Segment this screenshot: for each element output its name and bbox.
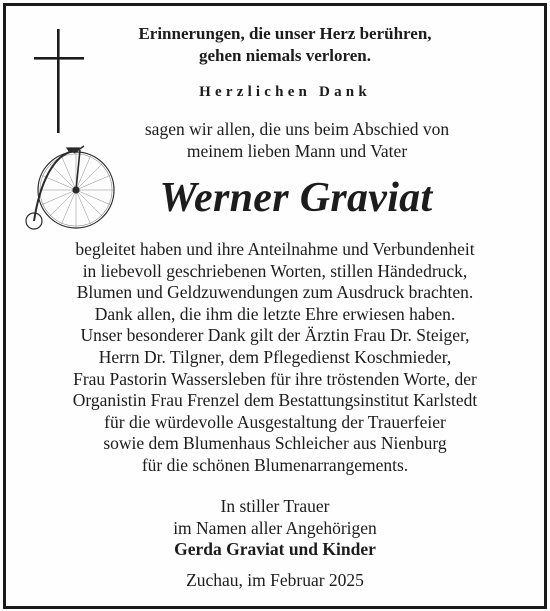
signature-block <box>6 496 544 561</box>
body-text <box>6 239 544 477</box>
motto <box>102 23 468 67</box>
body-line: für die schönen Blumenarrangements. <box>141 454 409 475</box>
body-line: begleitet haben und ihre Anteilnahme und Verbundenheit <box>75 239 475 259</box>
body-line: Herrn Dr. Tilgner, dem Pflegedienst Koschmieder, <box>98 346 452 367</box>
intro-line: sagen wir allen, die uns beim Abschied von <box>144 119 450 139</box>
deceased-name: Werner Graviat <box>159 175 433 221</box>
body-line: in liebevoll geschriebenen Worten, stillen Händedruck, <box>82 260 468 281</box>
motto-line: gehen niemals verloren. <box>198 46 372 65</box>
body-line: Blumen und Geldzuwendungen zum Ausdruck brachten. <box>76 282 474 303</box>
thanks-heading: Herzlichen Dank <box>199 84 371 100</box>
body-line: für die würdevolle Ausgestaltung der Trauerfeier <box>104 411 446 432</box>
body-line: sowie dem Blumenhaus Schleicher aus Nienburg <box>103 433 447 454</box>
family-name: Gerda Graviat und Kinder <box>174 539 376 559</box>
intro-line: meinem lieben Mann und Vater <box>186 141 408 161</box>
signature-line: In stiller Trauer <box>220 496 330 516</box>
body-line: Organistin Frau Frenzel dem Bestattungsinstitut Karlstedt <box>72 390 478 411</box>
body-line: Dank allen, die ihm die letzte Ehre erwiesen haben. <box>94 303 456 324</box>
cross-icon <box>34 29 84 133</box>
body-line: Unser besonderer Dank gilt der Ärztin Frau Dr. Steiger, <box>80 325 470 346</box>
intro-text <box>102 118 492 162</box>
obituary-card <box>3 3 547 609</box>
signature-line: im Namen aller Angehörigen <box>173 517 377 538</box>
place-date: Zuchau, im Februar 2025 <box>186 570 364 590</box>
body-line: Frau Pastorin Wassersleben für ihre tröstenden Worte, der <box>73 368 477 389</box>
motto-line: Erinnerungen, die unser Herz berühren, <box>138 24 432 43</box>
